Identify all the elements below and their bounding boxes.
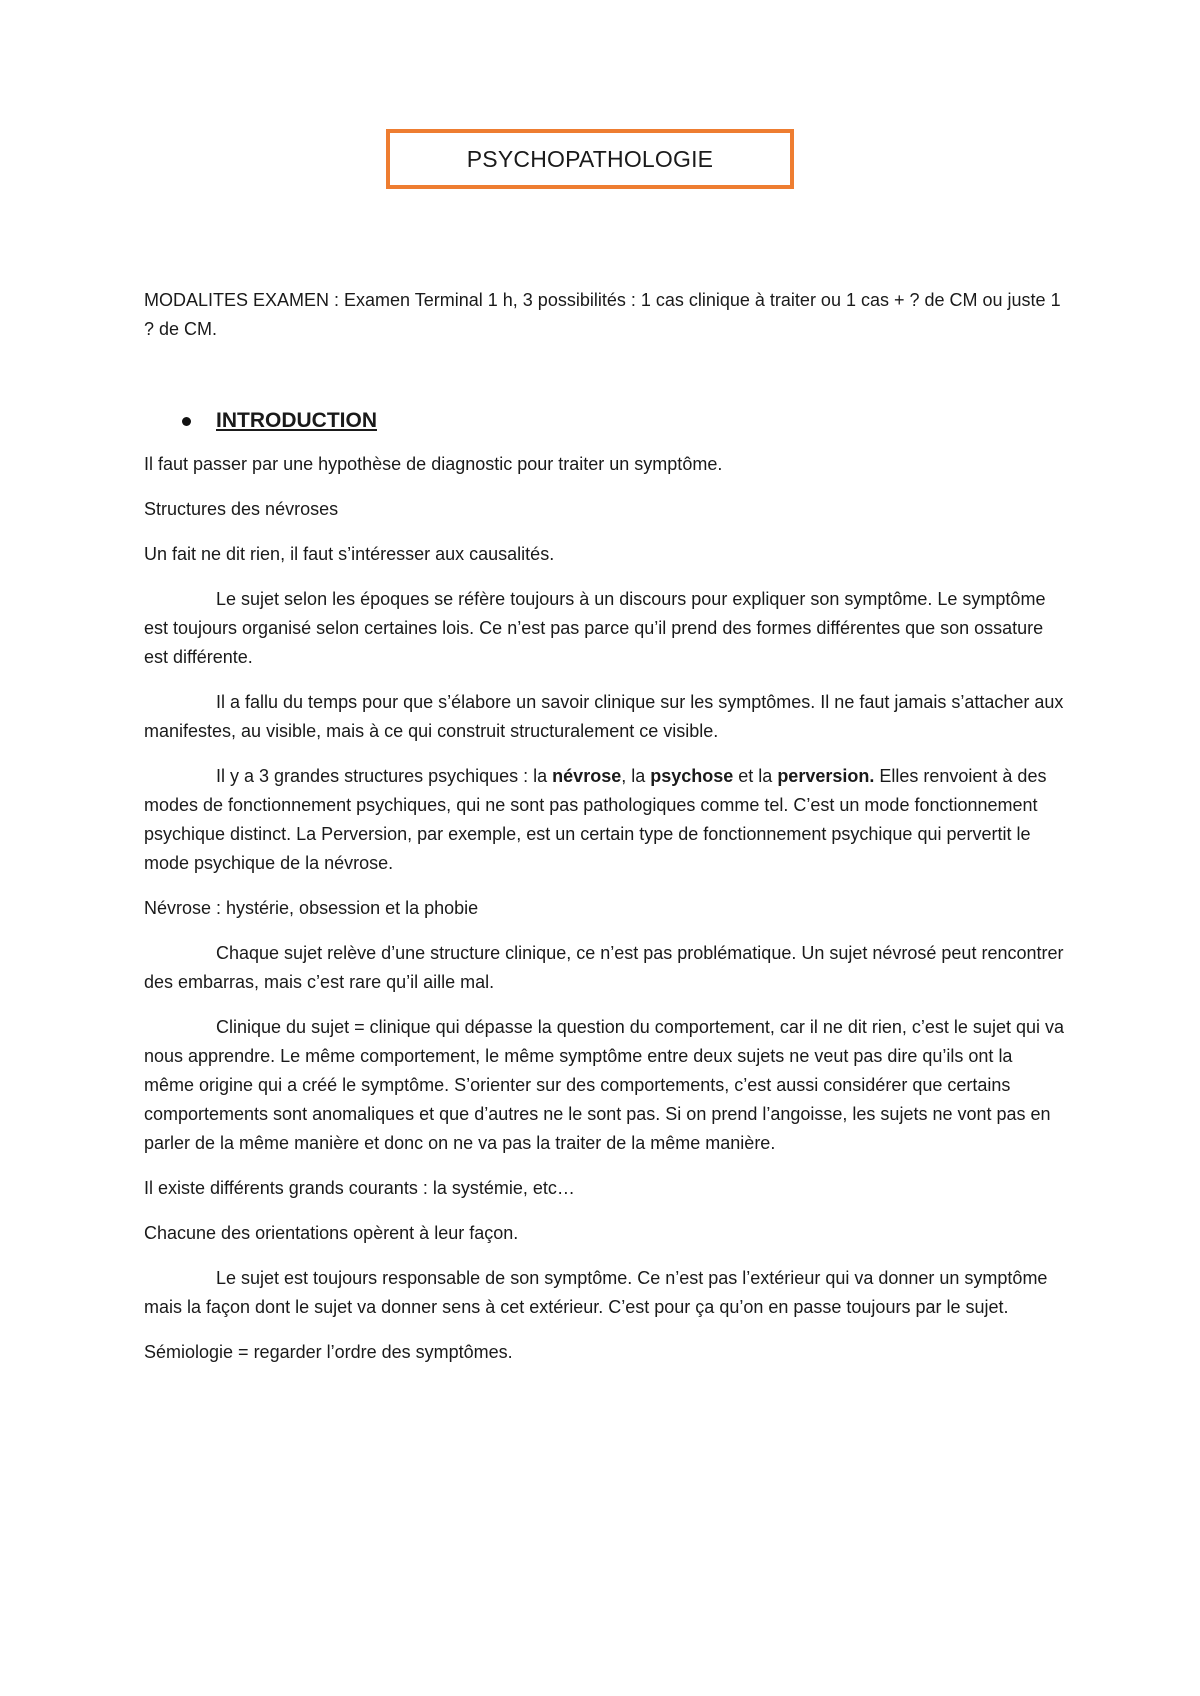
paragraph-6	[144, 762, 1064, 878]
paragraph-6-sep2: et la	[733, 766, 778, 786]
document-body	[144, 286, 1064, 1383]
term-nevrose: névrose	[552, 766, 622, 786]
paragraph-4: Le sujet selon les époques se réfère toujours à un discours pour expliquer son symptôme. Le symptôme est toujours organisé selon certaines lois. Ce n’est pas parce qu’il prend des formes différentes que son ossature est différente.	[144, 589, 1046, 667]
paragraph-13: Sémiologie = regarder l’ordre des symptômes.	[144, 1342, 513, 1362]
paragraph-6-sep1: , la	[621, 766, 651, 786]
paragraph-7: Névrose : hystérie, obsession et la phobie	[144, 898, 479, 918]
paragraph-1: Il faut passer par une hypothèse de diagnostic pour traiter un symptôme.	[144, 454, 723, 474]
paragraph-12: Le sujet est toujours responsable de son symptôme. Ce n’est pas l’extérieur qui va donner un symptôme mais la façon dont le sujet va donner sens à cet extérieur. C’est pour ça qu’on en passe toujours par le sujet.	[144, 1268, 1048, 1317]
paragraph-6-rest: Elles renvoient à des modes de fonctionnement psychiques, qui ne sont pas pathologiques comme tel. C’est un mode fonctionnement psychique distinct. La Perversion, par exemple, est un certain type de fonctionnement psychique qui pervertit le mode psychique de la névrose.	[144, 766, 1047, 873]
section-heading: INTRODUCTION	[216, 409, 377, 432]
term-perversion: perversion.	[777, 766, 875, 786]
title-box	[386, 129, 794, 189]
document-title: PSYCHOPATHOLOGIE	[466, 145, 714, 172]
paragraph-8: Chaque sujet relève d’une structure clinique, ce n’est pas problématique. Un sujet névrosé peut rencontrer des embarras, mais c’est rare qu’il aille mal.	[144, 943, 1064, 992]
paragraph-11: Chacune des orientations opèrent à leur façon.	[144, 1223, 519, 1243]
paragraph-6-intro: Il y a 3 grandes structures psychiques : la	[216, 766, 553, 786]
exam-modalities: MODALITES EXAMEN : Examen Terminal 1 h, 3 possibilités : 1 cas clinique à traiter ou 1 cas + ? de CM ou juste 1 ? de CM.	[144, 290, 1061, 339]
term-psychose: psychose	[650, 766, 734, 786]
paragraph-2: Structures des névroses	[144, 499, 339, 519]
section-heading-row	[144, 406, 1064, 436]
paragraph-3: Un fait ne dit rien, il faut s’intéresser aux causalités.	[144, 544, 555, 564]
paragraph-5: Il a fallu du temps pour que s’élabore un savoir clinique sur les symptômes. Il ne faut jamais s’attacher aux manifestes, au visible, mais à ce qui construit structuralement ce visible.	[144, 692, 1064, 741]
paragraph-10: Il existe différents grands courants : la systémie, etc…	[144, 1178, 575, 1198]
bullet-dot-icon	[182, 417, 191, 426]
paragraph-9: Clinique du sujet = clinique qui dépasse la question du comportement, car il ne dit rien, c’est le sujet qui va nous apprendre. Le même comportement, le même symptôme entre deux sujets ne veut pas dire qu’ils ont la même origine qui a créé le symptôme. S’orienter sur des comportements, c’est aussi considérer que certains comportements sont anomaliques et que d’autres ne le sont pas. Si on prend l’angoisse, les sujets ne vont pas en parler de la même manière et donc on ne va pas la traiter de la même manière.	[144, 1017, 1064, 1153]
